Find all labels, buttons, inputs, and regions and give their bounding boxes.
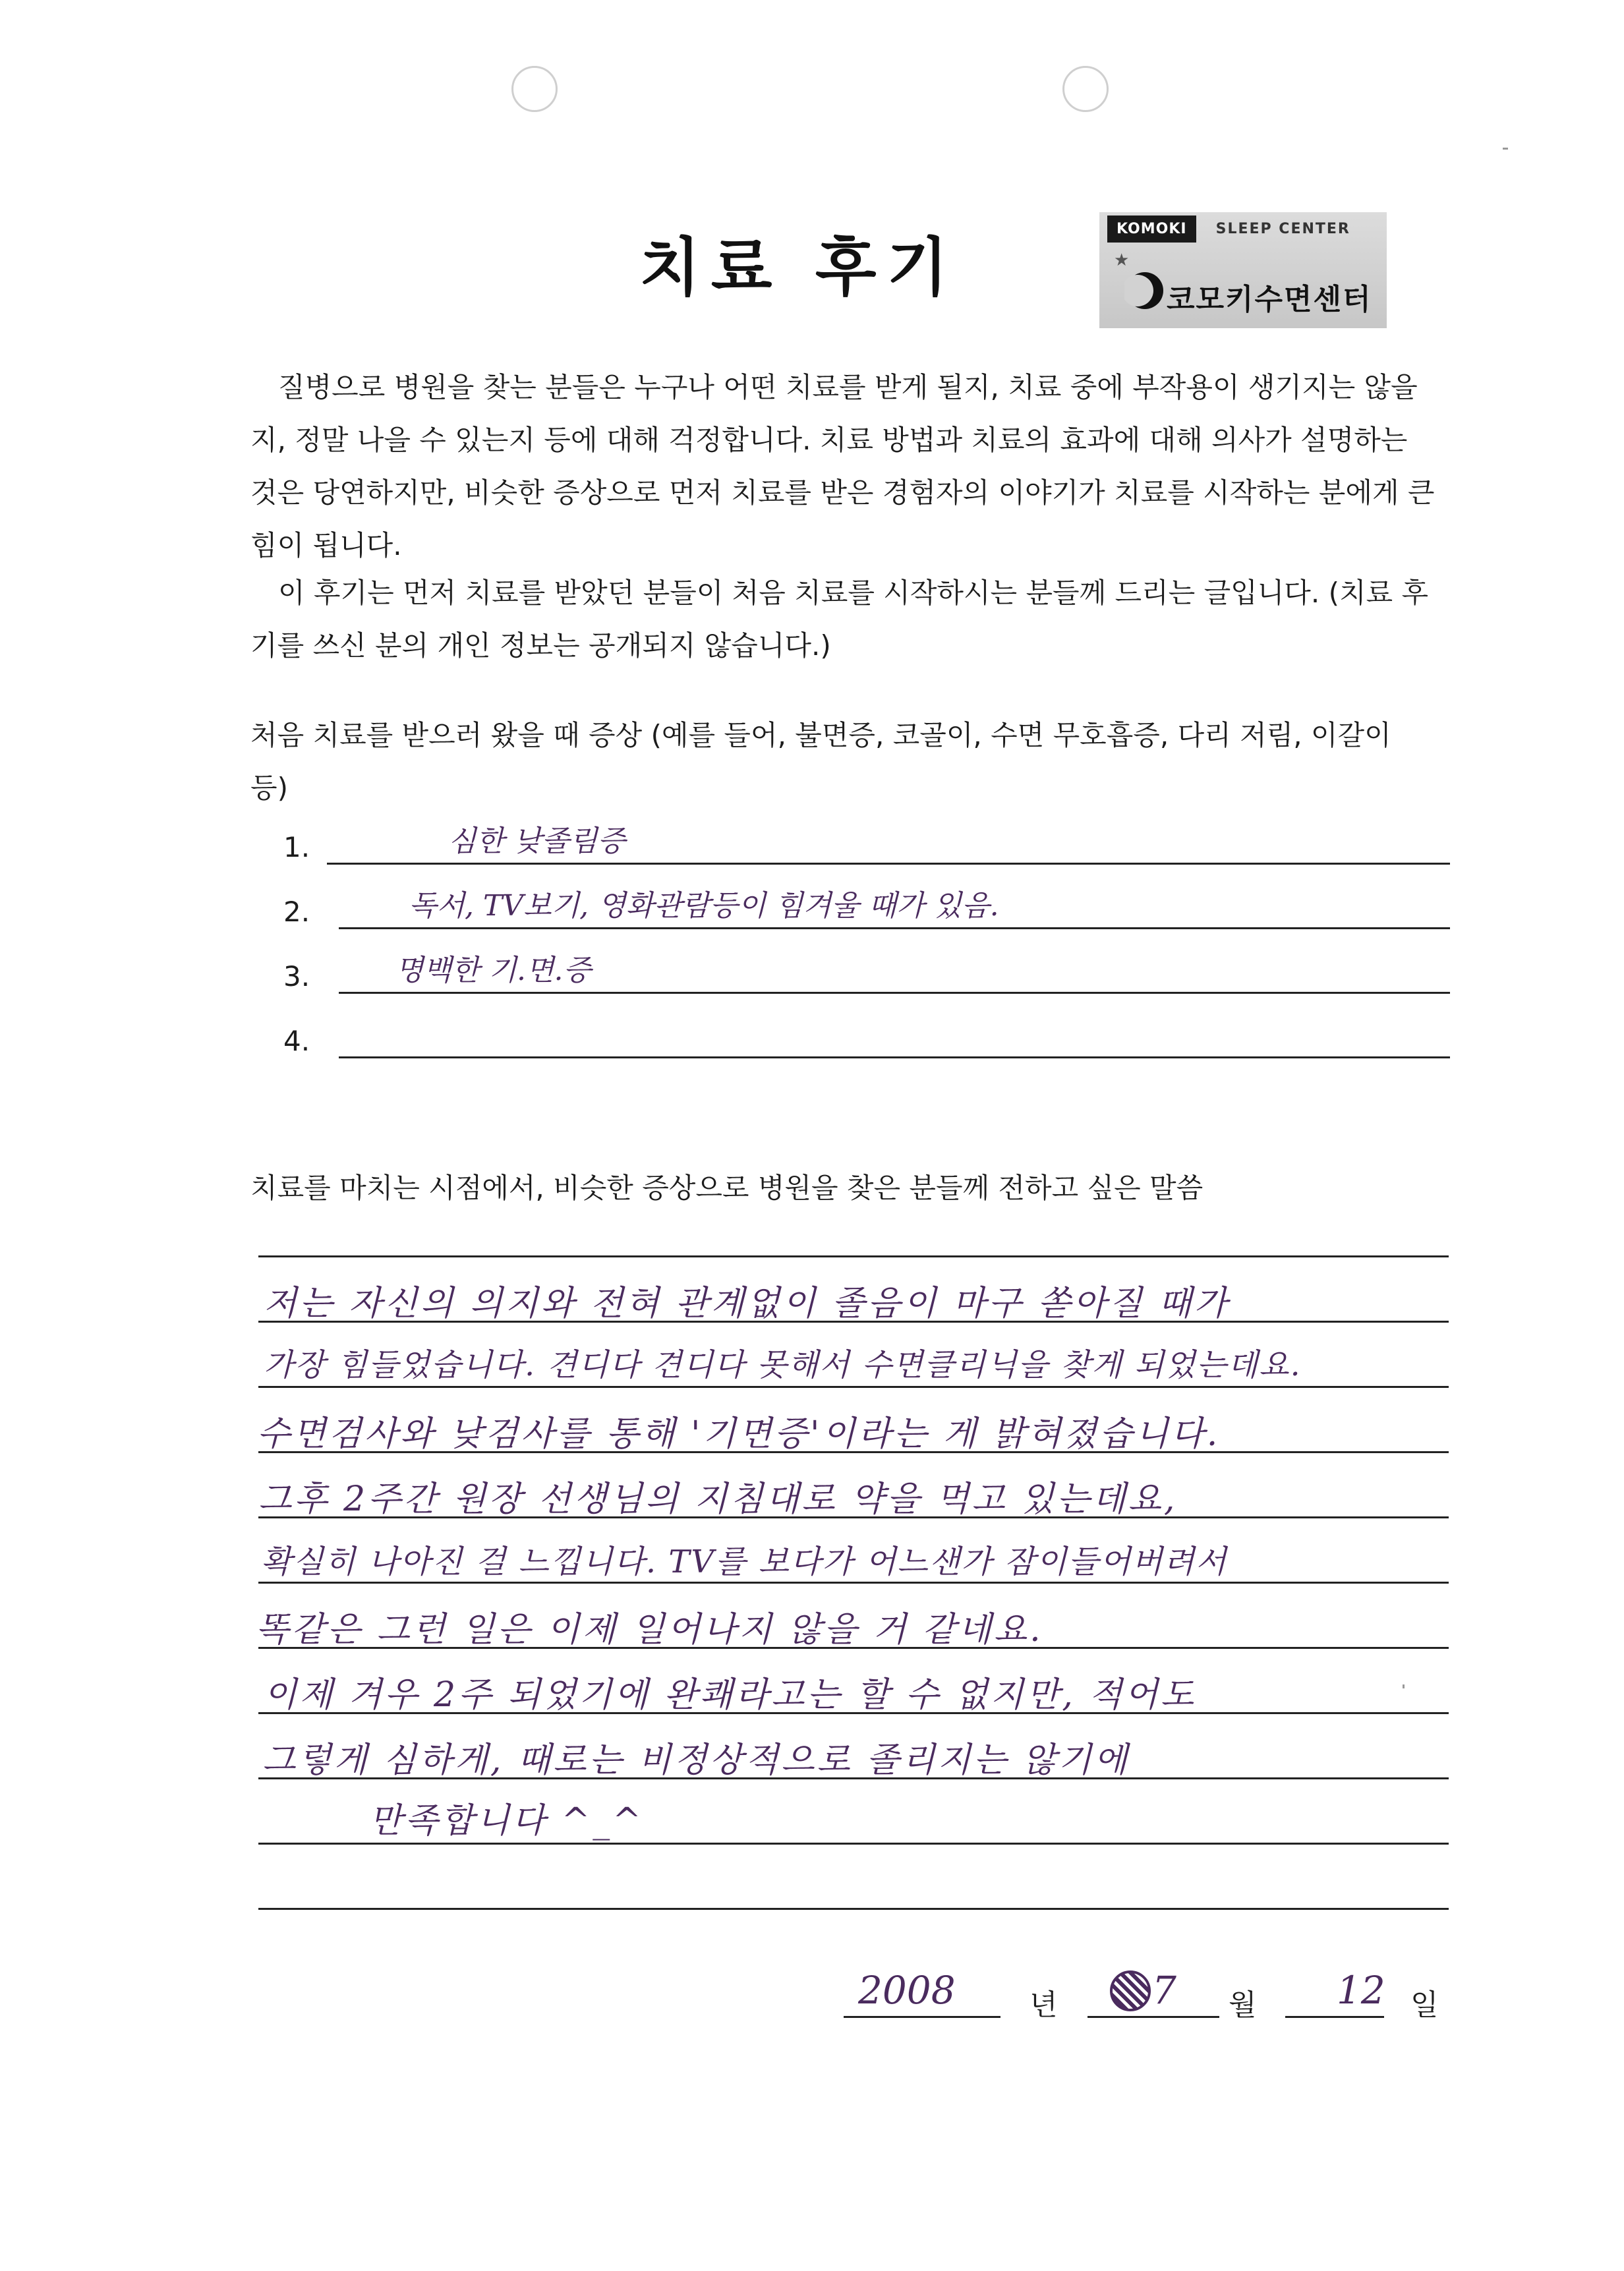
message-line-3: 수면검사와 낮검사를 통해 '기면증'이라는 게 밝혀졌습니다. [257, 1414, 1221, 1454]
clinic-logo [1099, 212, 1387, 328]
year-unit: 년 [1030, 1988, 1058, 2022]
symptom-number: 3. [283, 960, 310, 992]
day-value: 12 [1337, 1968, 1385, 2013]
symptom-item-4 [283, 1006, 1450, 1058]
answer-line [327, 863, 1450, 865]
symptom-number: 2. [283, 896, 310, 928]
crossed-out-mark [1110, 1970, 1151, 2011]
month-unit: 월 [1229, 1988, 1257, 2022]
year-value: 2008 [858, 1968, 956, 2013]
punch-hole-right [1062, 66, 1109, 112]
stray-mark [1403, 1684, 1405, 1688]
logo-brand: KOMOKI [1107, 216, 1196, 243]
date-field [844, 1951, 1450, 2023]
ruled-line [258, 1843, 1449, 1845]
message-line-4: 그후 2주간 원장 선생님의 지침대로 약을 먹고 있는데요, [258, 1480, 1178, 1519]
ruled-line [258, 1582, 1449, 1584]
day-unit: 일 [1410, 1988, 1439, 2022]
symptom-answer: 독서, TV보기, 영화관람등이 힘겨울 때가 있음. [409, 889, 999, 923]
message-line-8: 그렇게 심하게, 때로는 비정상적으로 졸리지는 않기에 [262, 1740, 1130, 1780]
logo-name-korean: 코모키수면센터 [1167, 283, 1372, 316]
symptom-number: 4. [283, 1025, 310, 1057]
symptom-item-1 [283, 812, 1450, 865]
logo-subtitle: SLEEP CENTER [1215, 220, 1350, 237]
symptom-answer: 명백한 기.면.증 [395, 954, 591, 987]
symptom-item-3 [283, 941, 1450, 994]
page-title: 치료 후기 [639, 231, 959, 304]
symptom-answer: 심한 낮졸림증 [448, 824, 626, 858]
message-line-6: 똑같은 그런 일은 이제 일어나지 않을 거 같네요. [256, 1610, 1043, 1650]
message-line-1: 저는 자신의 의지와 전혀 관계없이 졸음이 마구 쏟아질 때가 [264, 1284, 1230, 1323]
answer-line [339, 927, 1450, 929]
symptom-number: 1. [283, 831, 310, 863]
message-line-2: 가장 힘들었습니다. 견디다 견디다 못해서 수면클리닉을 찾게 되었는데요. [264, 1347, 1302, 1383]
month-line [1088, 2016, 1219, 2018]
answer-line [339, 1056, 1450, 1058]
message-line-7: 이제 겨우 2주 되었기에 완쾌라고는 할 수 없지만, 적어도 [264, 1675, 1196, 1715]
stray-mark [1503, 148, 1508, 150]
month-value: 7 [1152, 1968, 1176, 2013]
ruled-line [258, 1255, 1449, 1257]
year-line [844, 2016, 1000, 2018]
ruled-line [258, 1386, 1449, 1388]
symptom-item-2 [283, 877, 1450, 929]
message-line-9: 만족합니다 ^_^ [369, 1801, 644, 1841]
punch-hole-left [511, 66, 558, 112]
star-icon: ★ [1114, 250, 1130, 270]
intro-paragraph-1: 질병으로 병원을 찾는 분들은 누구나 어떤 치료를 받게 될지, 치료 중에 부작용이 생기지는 않을지, 정말 나을 수 있는지 등에 대해 걱정합니다. 치료 방법과 치료의 효과에 대해 의사가 설명하는 것은 당연하지만, 비슷한 증상으로 먼저 치료를 받은 경험자의 이야기가 치료를 시작하는 분에게 큰 힘이 됩니다. [250, 371, 1435, 561]
symptom-question: 처음 치료를 받으러 왔을 때 증상 (예를 들어, 불면증, 코골이, 수면 무호흡증, 다리 저림, 이갈이 등) [250, 719, 1391, 804]
moon-icon [1124, 270, 1165, 311]
message-line-5: 확실히 나아진 걸 느낍니다. TV를 보다가 어느샌가 잠이들어버려서 [261, 1543, 1228, 1580]
day-line [1285, 2016, 1384, 2018]
intro-paragraph-2: 이 후기는 먼저 치료를 받았던 분들이 처음 치료를 시작하시는 분들께 드리는 글입니다. (치료 후기를 쓰신 분의 개인 정보는 공개되지 않습니다.) [250, 577, 1429, 662]
answer-line [339, 992, 1450, 994]
ruled-line [258, 1908, 1449, 1910]
closing-question: 치료를 마치는 시점에서, 비슷한 증상으로 병원을 찾은 분들께 전하고 싶은 말씀 [250, 1172, 1204, 1204]
